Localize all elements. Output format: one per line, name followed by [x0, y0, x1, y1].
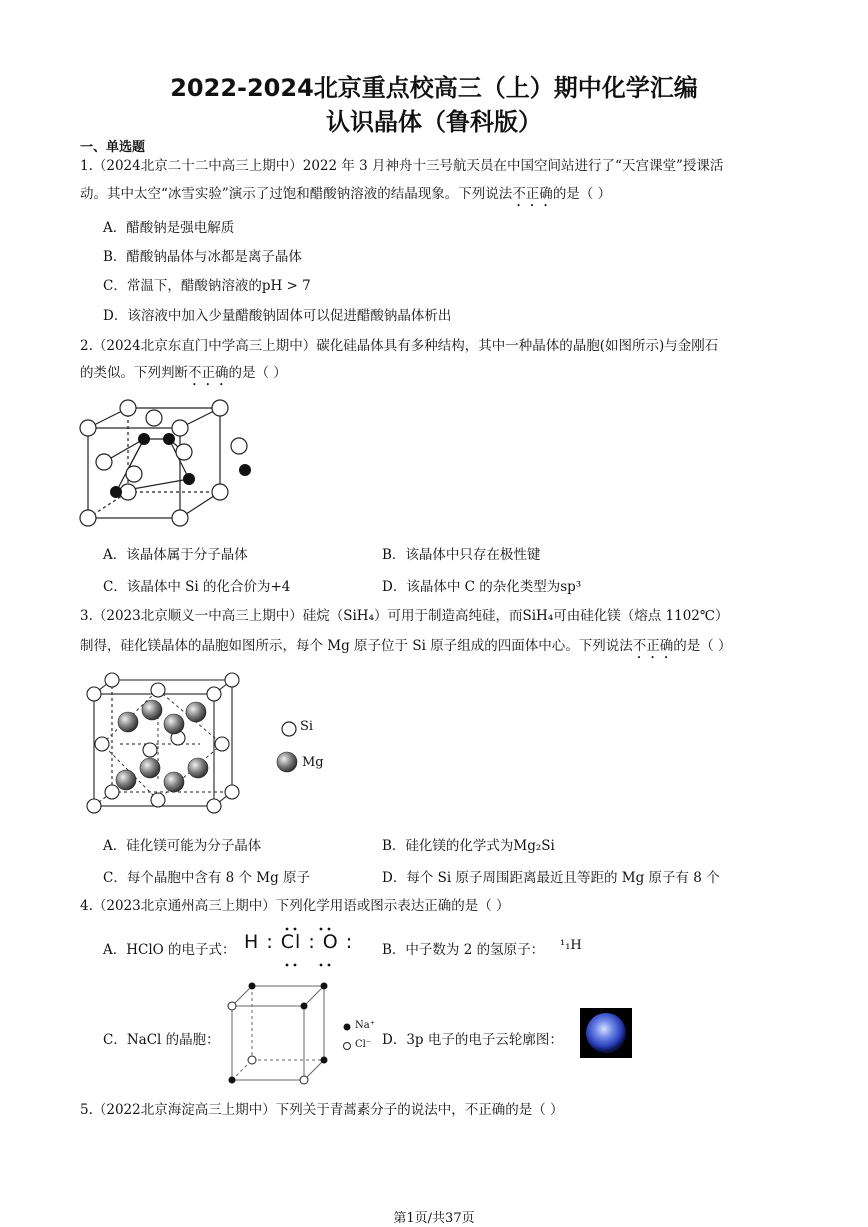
- q1-option-d: D．该溶液中加入少量醋酸钠固体可以促进醋酸钠晶体析出: [103, 308, 452, 324]
- page-footer: 第1页/共37页: [393, 1211, 475, 1226]
- q3-legend-si-marker: [280, 720, 298, 738]
- q3-option-b: B．硅化镁的化学式为Mg₂Si: [382, 838, 555, 854]
- q3-option-d: D．每个 Si 原子周围距离最近且等距的 Mg 原子有 8 个: [382, 870, 720, 886]
- q3-stem-line2: 制得，硅化镁晶体的晶胞如图所示，每个 Mg 原子位于 Si 原子组成的四面体中心。下列说法不正确的是（ ）: [80, 638, 732, 654]
- q3-option-c: C．每个晶胞中含有 8 个 Mg 原子: [103, 870, 311, 886]
- nacl-legend-na-marker: [342, 1022, 352, 1032]
- q2-stem-line1: 2.（2024北京东直门中学高三上期中）碳化硅晶体具有多种结构，其中一种晶体的晶胞(如图所示)与金刚石: [80, 338, 719, 354]
- q1-stem-line1: 1.（2024北京二十二中高三上期中）2022 年 3 月神舟十三号航天员在中国空间站进行了“天宫课堂”授课活: [80, 158, 724, 174]
- q3-legend-mg-label: Mg: [302, 755, 324, 770]
- q2-stem-line2: 的类似。下列判断不正确的是（ ）: [80, 365, 287, 381]
- q3-stem-line1: 3.（2023北京顺义一中高三上期中）硅烷（SiH₄）可用于制造高纯硅，而SiH₄可由硅化镁（熔点 1102℃）: [80, 608, 729, 624]
- 3p-electron-cloud-image: [580, 1008, 632, 1058]
- q4-stem: 4.（2023北京通州高三上期中）下列化学用语或图示表达正确的是（ ）: [80, 898, 510, 914]
- hydrogen-isotope-symbol: ¹₁H: [560, 938, 582, 953]
- nacl-legend-cl-marker: [342, 1041, 352, 1051]
- mg2si-unit-cell-diagram: [80, 670, 250, 820]
- q2-option-a: A．该晶体属于分子晶体: [103, 547, 248, 563]
- q3-option-a: A．硅化镁可能为分子晶体: [103, 838, 262, 854]
- q1-option-a: A．醋酸钠是强电解质: [103, 220, 235, 236]
- q4-option-c: C．NaCl 的晶胞：: [103, 1032, 220, 1048]
- page-subtitle: 认识晶体（鲁科版）: [326, 108, 542, 136]
- q3-legend-mg-marker: [275, 750, 299, 774]
- q4-option-b: B．中子数为 2 的氢原子：: [382, 942, 545, 958]
- nacl-unit-cell-diagram: [222, 978, 342, 1086]
- nacl-legend-na-label: Na⁺: [355, 1020, 375, 1031]
- section-heading: 一、单选题: [80, 140, 146, 155]
- q1-option-c: C．常温下，醋酸钠溶液的pH > 7: [103, 278, 311, 294]
- sic-unit-cell-diagram: [74, 394, 264, 530]
- hclo-lone-pair-dots: [280, 926, 340, 970]
- q1-option-b: B．醋酸钠晶体与冰都是离子晶体: [103, 249, 302, 265]
- q5-stem: 5.（2022北京海淀高三上期中）下列关于青蒿素分子的说法中，不正确的是（ ）: [80, 1102, 564, 1118]
- nacl-legend-cl-label: Cl⁻: [355, 1039, 372, 1050]
- q4-option-a: A．HClO 的电子式：: [103, 942, 236, 958]
- q2-option-b: B．该晶体中只存在极性键: [382, 547, 541, 563]
- q2-option-c: C．该晶体中 Si 的化合价为+4: [103, 579, 291, 595]
- hclo-electron-formula: H : Cl : O :: [244, 931, 354, 953]
- q1-stem-line2: 动。其中太空“冰雪实验”演示了过饱和醋酸钠溶液的结晶现象。下列说法不正确的是（ ）: [80, 186, 612, 202]
- page-title: 2022-2024北京重点校高三（上）期中化学汇编: [170, 74, 698, 102]
- q3-legend-si-label: Si: [300, 719, 314, 734]
- q4-option-d: D．3p 电子的电子云轮廓图：: [382, 1032, 563, 1048]
- q2-option-d: D．该晶体中 C 的杂化类型为sp³: [382, 579, 582, 595]
